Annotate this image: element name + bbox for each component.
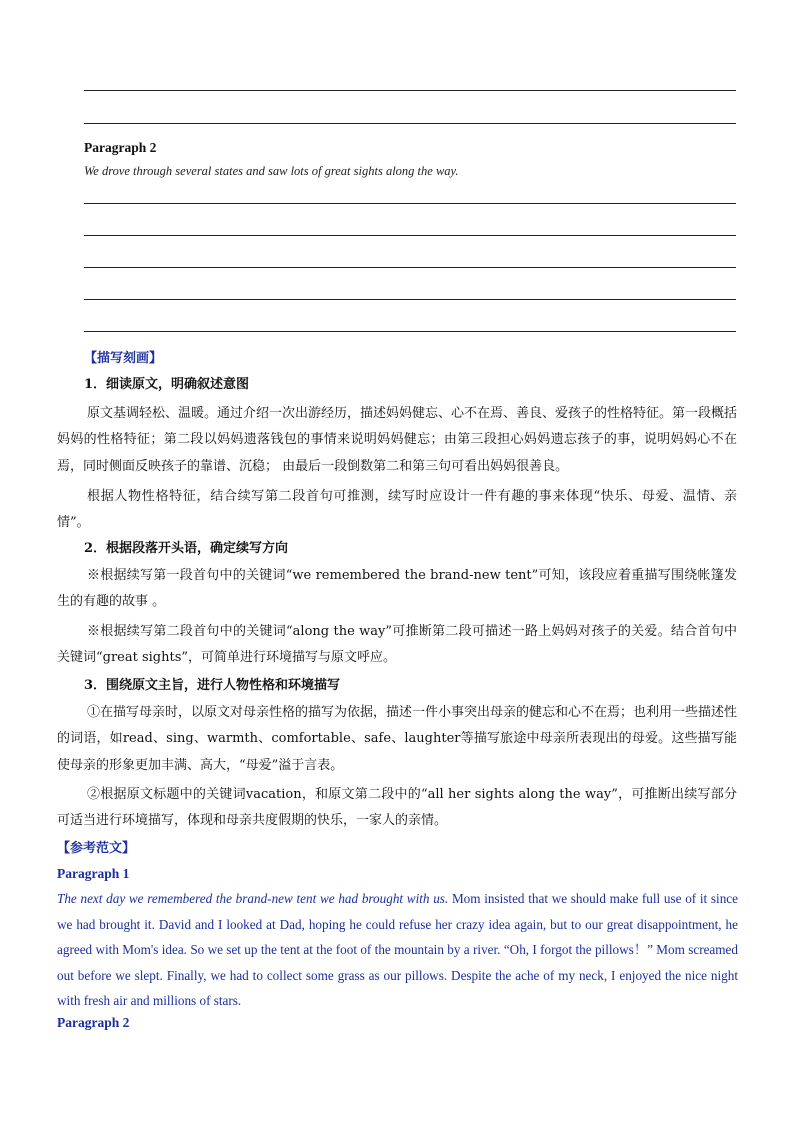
writing-line	[84, 203, 736, 204]
analysis-paragraph-2: 根据人物性格特征，结合续写第二段首句可推测，续写时应设计一件有趣的事来体现“快乐、母爱、温情、亲情”。	[57, 489, 737, 531]
paragraph2-opening-sentence: We drove through several states and saw lots of great sights along the way.	[84, 164, 459, 178]
section-title-reference: 【参考范文】	[57, 841, 136, 856]
paragraph2-heading: Paragraph 2	[84, 140, 157, 155]
section-title-describe: 【描写刻画】	[84, 351, 163, 366]
writing-line	[84, 123, 736, 124]
writing-line	[84, 299, 736, 300]
analysis-paragraph-4: ※根据续写第二段首句中的关键词“along the way”可推断第二段可描述一路上妈妈对孩子的关爱。结合首句中关键词“great sights”，可简单进行环境描写与原文呼应。	[57, 624, 737, 666]
subheading-3: 3．围绕原文主旨，进行人物性格和环境描写	[84, 678, 341, 693]
reference-paragraph1-opening: The next day we remembered the brand-new tent we had brought with us.	[57, 891, 449, 906]
writing-line	[84, 90, 736, 91]
writing-line	[84, 331, 736, 332]
subheading-1: 1．细读原文，明确叙述意图	[84, 377, 250, 392]
reference-paragraph1-heading: Paragraph 1	[57, 866, 130, 881]
analysis-paragraph-3: ※根据续写第一段首句中的关键词“we remembered the brand-new tent”可知，该段应着重描写围绕帐篷发生的有趣的故事 。	[57, 568, 737, 610]
reference-paragraph1-text	[57, 886, 738, 1014]
reference-paragraph2-heading: Paragraph 2	[57, 1015, 130, 1030]
analysis-paragraph-1: 原文基调轻松、温暖。通过介绍一次出游经历，描述妈妈健忘、心不在焉、善良、爱孩子的性格特征。第一段概括妈妈的性格特征；第二段以妈妈遗落钱包的事情来说明妈妈健忘；由第三段担心妈妈遗忘孩子的事，说明妈妈心不在焉，同时侧面反映孩子的靠谱、沉稳； 由最后一段倒数第二和第三句可看出妈妈很善良。	[57, 406, 738, 474]
subheading-2: 2．根据段落开头语，确定续写方向	[84, 541, 289, 556]
writing-line	[84, 267, 736, 268]
reference-paragraph1-body: Mom insisted that we should make full use of it since we had brought it. David and I looked at Dad, hoping he could refuse her crazy idea again, but to our great disappointment, he agreed with Mom's idea. So we set up the tent at the foot of the mountain by a river. “Oh, I forgot the pillows！” Mom screamed out before we slept. Finally, we had to collect some grass as our pillows. Despite the ache of my neck, I enjoyed the nice night with fresh air and millions of stars.	[57, 891, 739, 1009]
analysis-paragraph-5: ①在描写母亲时，以原文对母亲性格的描写为依据，描述一件小事突出母亲的健忘和心不在焉；也利用一些描述性的词语，如read、sing、warmth、comfortable、safe、laughter等描写旅途中母亲所表现出的母爱。这些描写能使母亲的形象更加丰满、高大，“母爱”溢于言表。	[57, 705, 738, 773]
analysis-paragraph-6: ②根据原文标题中的关键词vacation，和原文第二段中的“all her sights along the way”，可推断出续写部分可适当进行环境描写，体现和母亲共度假期的快乐，一家人的亲情。	[57, 787, 737, 829]
writing-line	[84, 235, 736, 236]
